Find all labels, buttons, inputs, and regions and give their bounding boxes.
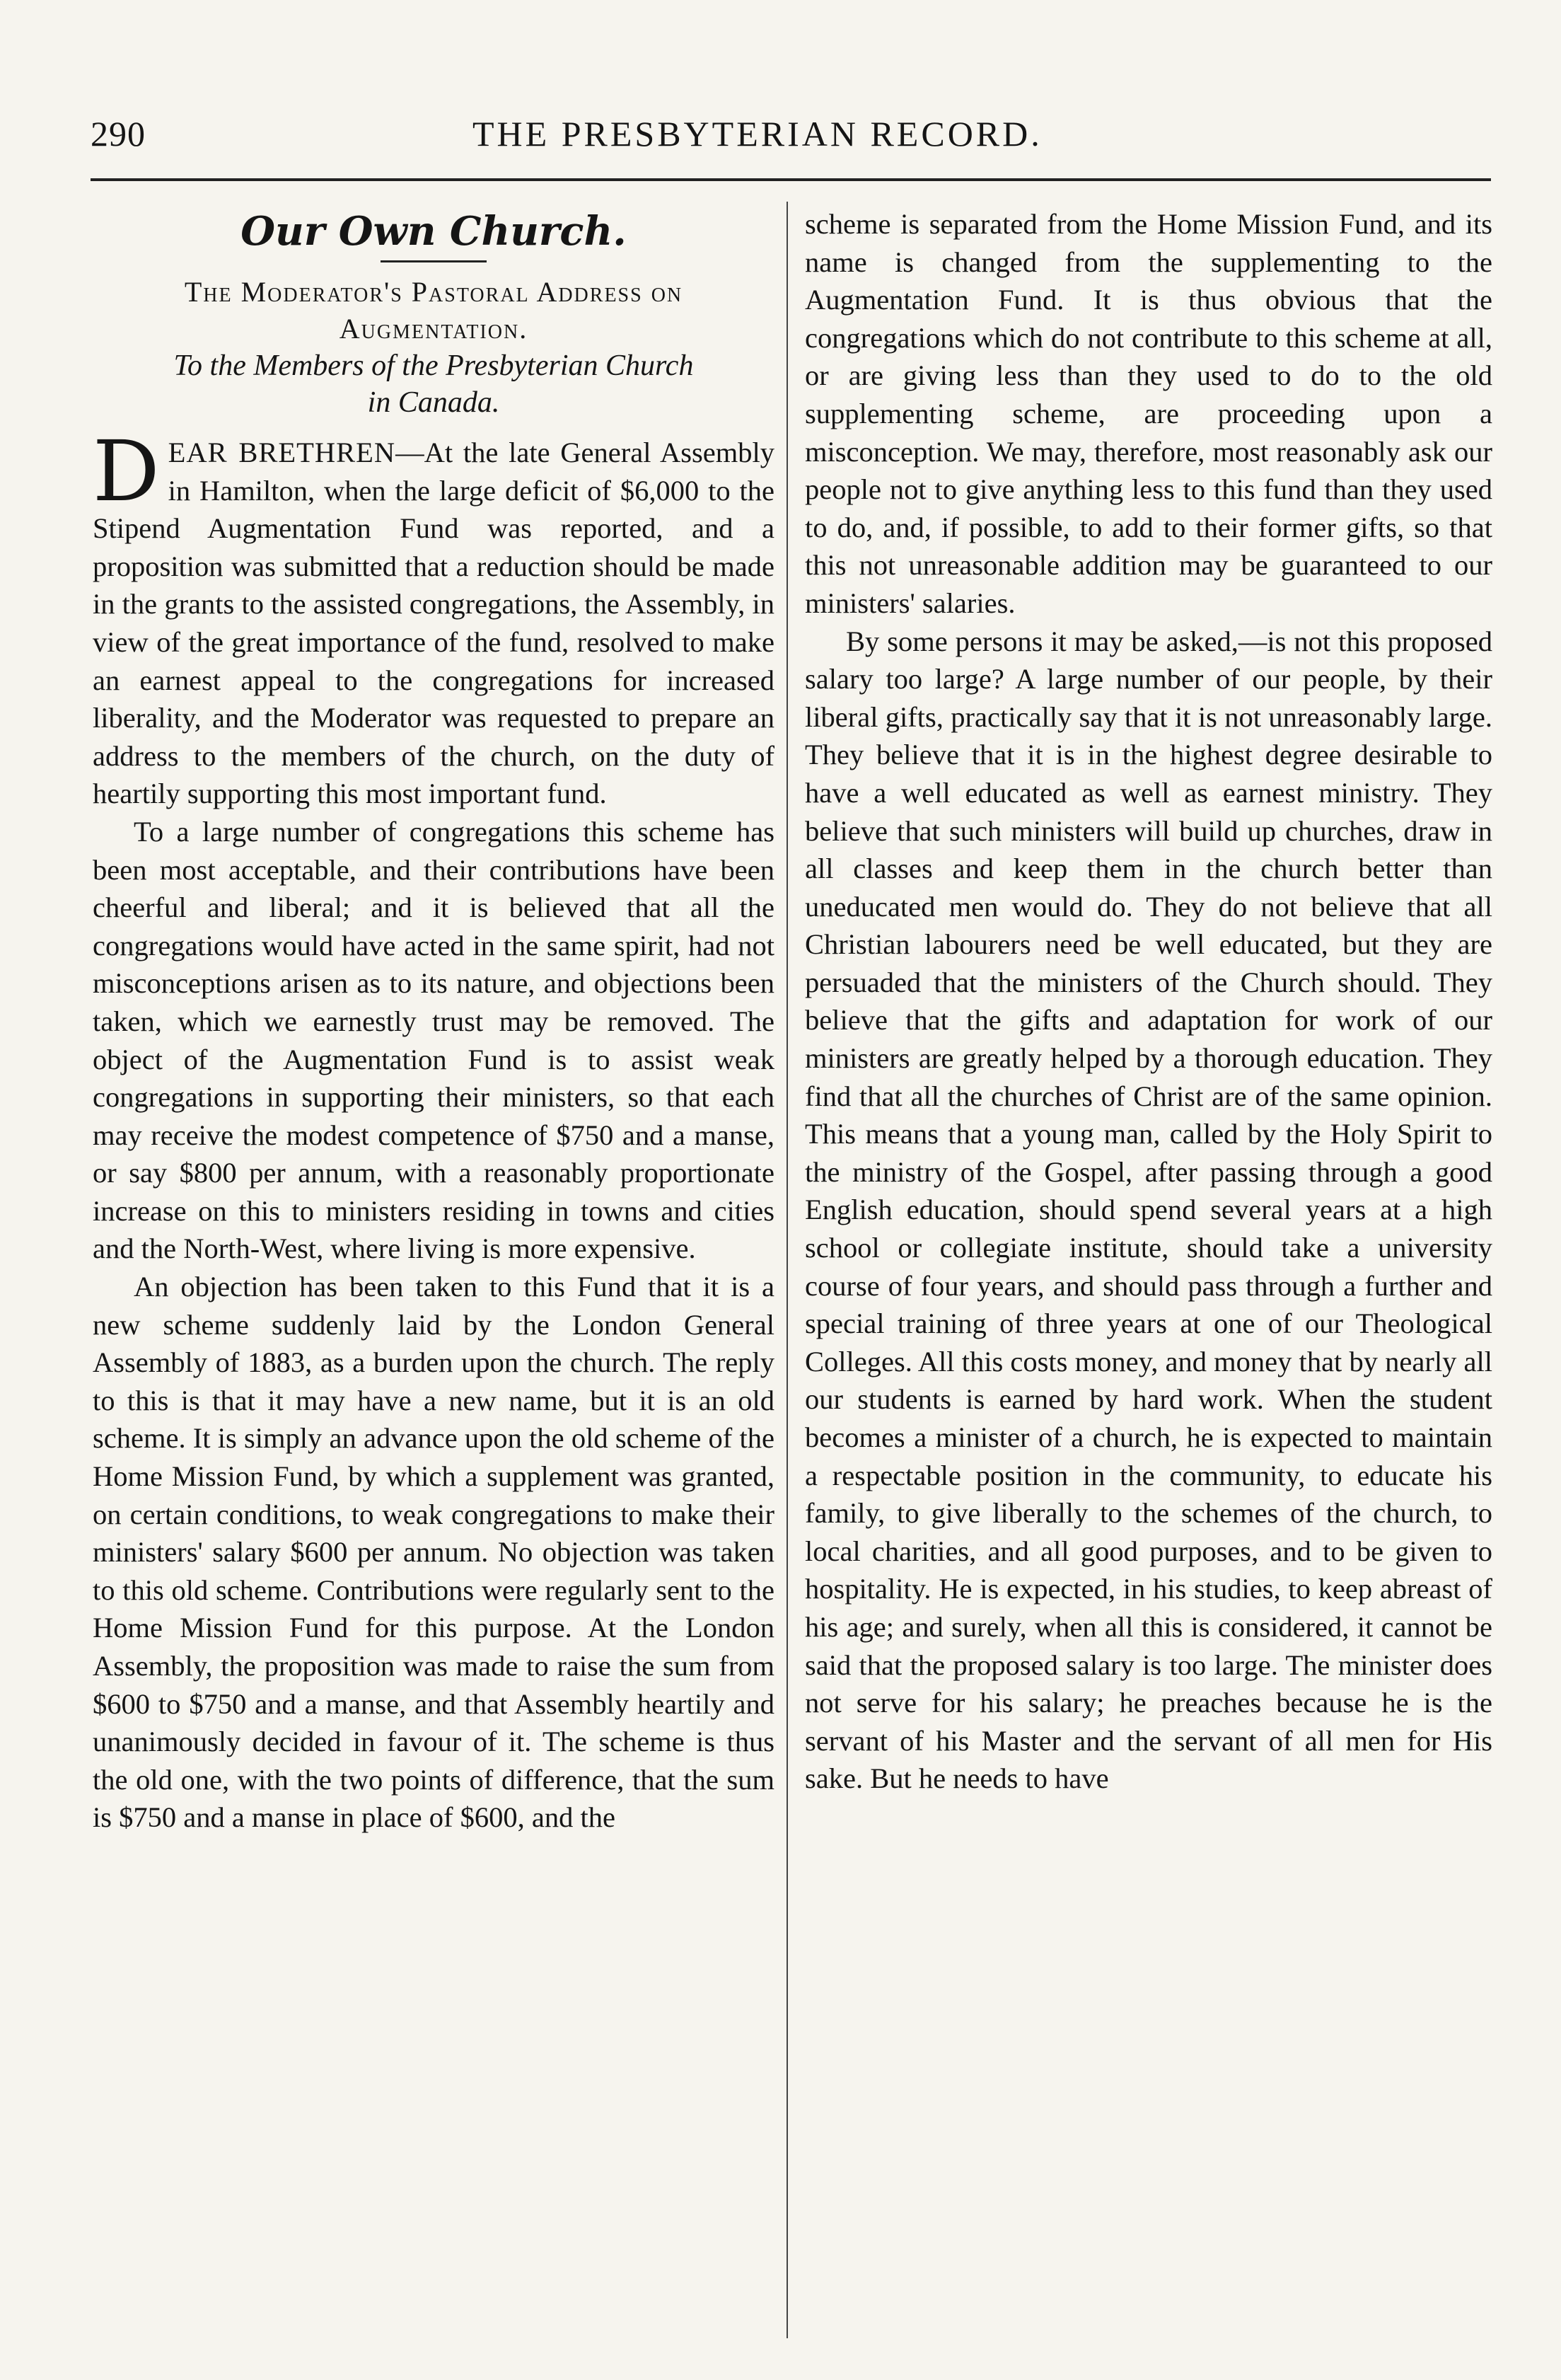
drop-cap: D bbox=[93, 422, 160, 520]
section-heading: Our Own Church. bbox=[240, 208, 627, 255]
opening-words: EAR BRETHREN bbox=[168, 437, 396, 468]
page-number: 290 bbox=[91, 114, 146, 154]
paragraph-4: scheme is separated from the Home Mission Fund, and its name is changed from the supplementing to the Augmentation Fund. It is thus obvious that the congregations which do not contribute to this scheme at all, or are giving less than they used to do to the old supplementing scheme, are proceeding upon a misconception. We may, therefore, most reasonably ask our people not to give anything less to this fund than they used to do, and, if possible, to add to their former gifts, so that this not unreasonable addition may be guaranteed to our ministers' salaries. bbox=[805, 208, 1492, 619]
running-title: THE PRESBYTERIAN RECORD. bbox=[472, 114, 1043, 154]
heading-rule bbox=[381, 260, 487, 262]
dedication bbox=[93, 347, 774, 421]
left-column bbox=[93, 205, 774, 1837]
paragraph-1 bbox=[93, 422, 774, 813]
dedication-line-2: in Canada. bbox=[367, 386, 500, 419]
paragraph-1-text: —At the late General Assembly in Hamilton, when the large deficit of $6,000 to the Stipend Augmentation Fund was reported, and a proposition was submitted that a reduction should be made in the grants to the assisted congregations, the Assembly, in view of the great importance of the fund, resolved to make an earnest appeal to the congregations for increased liberality, and the Moderator was requested to prepare an address to the members of the church, on the duty of heartily supporting this most important fund. bbox=[93, 437, 774, 810]
paragraph-3: An objection has been taken to this Fund that it is a new scheme suddenly laid by the London General Assembly of 1883, as a burden upon the church. The reply to this is that it may have a new name, but it is an old scheme. It is simply an advance upon the old scheme of the Home Mission Fund, by which a supplement was granted, on certain conditions, to weak congregations to make their ministers' salary $600 per annum. No objection was taken to this old scheme. Contributions were regularly sent to the Home Mission Fund for this purpose. At the London Assembly, the proposition was made to raise the sum from $600 to $750 and a manse, and that Assembly heartily and unanimously decided in favour of it. The scheme is thus the old one, with the two points of difference, that the sum is $750 and a manse in place of $600, and the bbox=[93, 1271, 774, 1834]
dedication-line-1: To the Members of the Presbyterian Church bbox=[173, 350, 694, 382]
paragraph-2: To a large number of congregations this scheme has been most acceptable, and their contributions have been cheerful and liberal; and it is believed that all the congregations would have acted in the same spirit, had not misconceptions arisen as to its nature, and objections been taken, which we earnestly trust may be removed. The object of the Augmentation Fund is to assist weak congregations in supporting their ministers, so that each may receive the modest competence of $750 and a manse, or say $800 per annum, with a reasonably proportionate increase on this to ministers residing in towns and cities and the North-West, where living is more expensive. bbox=[93, 815, 774, 1265]
article-title: The Moderator's Pastoral Address on Augmentation. bbox=[184, 276, 683, 345]
column-divider bbox=[787, 202, 788, 2338]
header-rule bbox=[91, 178, 1491, 181]
running-head bbox=[91, 113, 1491, 170]
right-column bbox=[805, 205, 1492, 1798]
paragraph-5: By some persons it may be asked,—is not this proposed salary too large? A large number of our people, by their liberal gifts, practically say that it is not unreasonably large. They believe that it is in the highest degree desirable to have a well educated as well as earnest ministry. They believe that such ministers will build up churches, draw in all classes and keep them in the church better than uneducated men would do. They do not believe that all Christian labourers need be well educated, but they are persuaded that the ministers of the Church should. They believe that the gifts and adaptation for work of our ministers are greatly helped by a thorough education. They find that all the churches of Christ are of the same opinion. This means that a young man, called by the Holy Spirit to the ministry of the Gospel, after passing through a good English education, should spend several years at a high school or collegiate institute, should take a university course of four years, and should pass through a further and special training of three years at one of our Theological Colleges. All this costs money, and money that by nearly all our students is earned by hard work. When the student becomes a minister of a church, he is expected to maintain a respectable position in the community, to educate his family, to give liberally to the schemes of the church, to local charities, and all good purposes, and to be given to hospitality. He is expected, in his studies, to keep abreast of his age; and surely, when all this is considered, it cannot be said that the proposed salary is too large. The minister does not serve for his salary; he preaches because he is the servant of his Master and the servant of all men for His sake. But he needs to have bbox=[805, 625, 1492, 1795]
